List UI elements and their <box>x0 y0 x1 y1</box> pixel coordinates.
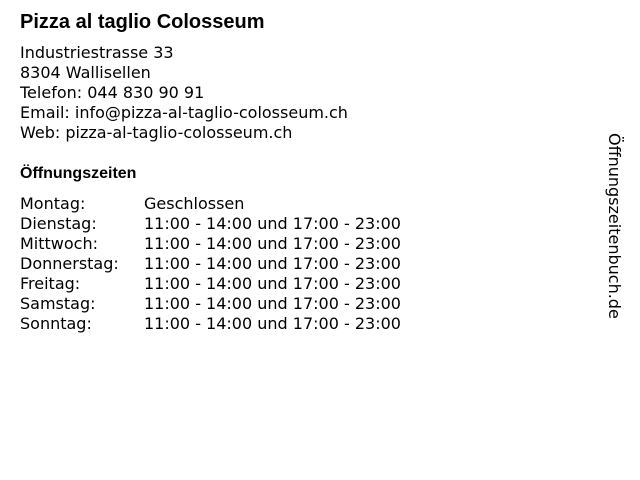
day-label: Samstag: <box>20 294 96 313</box>
day-hours: Geschlossen <box>144 194 245 213</box>
day-hours: 11:00 - 14:00 und 17:00 - 23:00 <box>144 274 401 293</box>
day-hours: 11:00 - 14:00 und 17:00 - 23:00 <box>144 214 401 233</box>
business-name: Pizza al taglio Colosseum <box>20 11 265 33</box>
email-line: Email: info@pizza-al-taglio-colosseum.ch <box>20 103 348 122</box>
day-label: Montag: <box>20 194 86 213</box>
site-watermark: Öffnungszeitenbuch.de <box>605 133 624 319</box>
address-street: Industriestrasse 33 <box>20 43 174 62</box>
day-label: Sonntag: <box>20 314 92 333</box>
day-label: Mittwoch: <box>20 234 98 253</box>
day-label: Freitag: <box>20 274 81 293</box>
address-city: 8304 Wallisellen <box>20 63 151 82</box>
opening-hours-heading: Öffnungszeiten <box>20 165 137 182</box>
day-hours: 11:00 - 14:00 und 17:00 - 23:00 <box>144 294 401 313</box>
day-label: Dienstag: <box>20 214 97 233</box>
day-hours: 11:00 - 14:00 und 17:00 - 23:00 <box>144 234 401 253</box>
website-line: Web: pizza-al-taglio-colosseum.ch <box>20 123 293 142</box>
contact-block <box>20 43 348 143</box>
phone-line: Telefon: 044 830 90 91 <box>20 83 205 102</box>
day-label: Donnerstag: <box>20 254 119 273</box>
day-hours: 11:00 - 14:00 und 17:00 - 23:00 <box>144 254 401 273</box>
day-hours: 11:00 - 14:00 und 17:00 - 23:00 <box>144 314 401 333</box>
